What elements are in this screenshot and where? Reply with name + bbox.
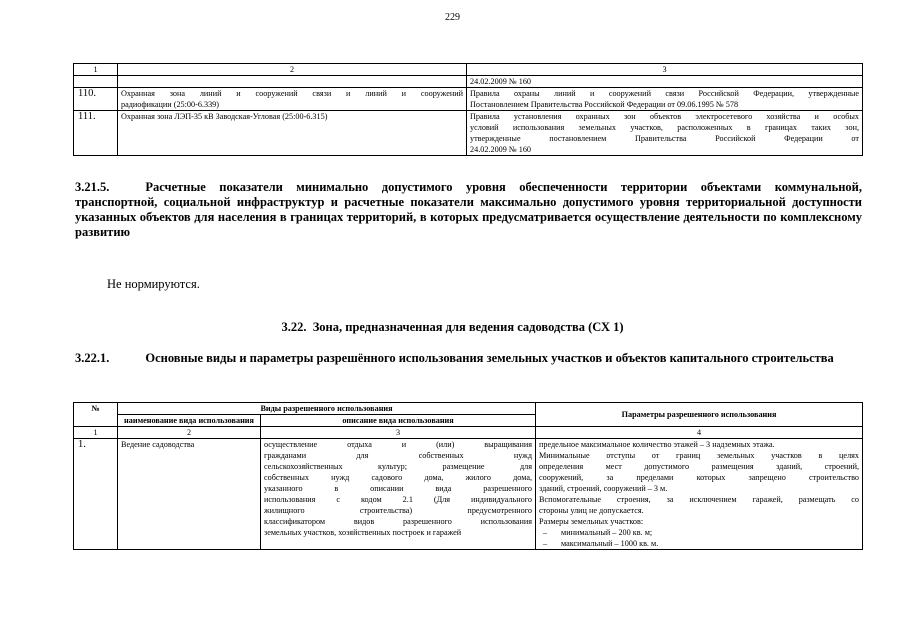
protection-zones-table	[73, 63, 863, 156]
zone-rules: Правила охраны линий и сооружений связи Российской Федерации, утвержденные Постановлением Правительства Российской Федерации от 09.06.1995 № 578	[467, 88, 863, 111]
section-heading-3-21-5: 3.21.5. Расчетные показатели минимально допустимого уровня обеспеченности территории объектами коммунальной, транспортной, социальной инфраструктур и расчетные показатели максимально допустимого уровня территориальной доступности указанных объектов для населения в границах территорий, в которых предусматривается осуществление деятельности по комплексному развитию	[75, 180, 862, 239]
col-number-header: №	[74, 403, 118, 427]
section-body-text: Не нормируются.	[107, 277, 200, 291]
page-number: 229	[445, 12, 460, 23]
index-cell: 4	[536, 427, 863, 439]
zone-rules: Правила установления охранных зон объектов электросетевого хозяйства и особых условий использования земельных участков, расположенных в границах таких зон, утвержденные постановлением Правительства Российской Федерации от 24.02.2009 № 160	[467, 111, 863, 156]
table-header-row	[74, 403, 863, 415]
index-cell: 2	[118, 427, 261, 439]
table-index-row	[74, 427, 863, 439]
row-number: 110.	[74, 88, 118, 111]
col-name-header: наименование вида использования	[118, 415, 261, 427]
table-row	[74, 439, 863, 550]
zone-name: Охранная зона ЛЭП-35 кВ Заводская-Угловая (25:00-6.315)	[118, 111, 467, 156]
list-item: – максимальный – 1000 кв. м.	[543, 539, 659, 548]
use-name: Ведение садоводства	[118, 439, 261, 550]
use-parameters: предельное максимальное количество этажей – 3 надземных этажа. Минимальные отступы от границ земельных участков в целях определения мест допустимого размещения зданий, строений, сооружений, за пределами которых запрещено строительство зданий, строений, сооружений – 3 м. Вспомогательные строения, за исключением гаражей, размещать со стороны улиц не допускается. Размеры земельных участков: – минимальный – 200 кв. м; – максимальный – 1000 кв. м.	[536, 439, 863, 550]
table-row	[74, 111, 863, 156]
permitted-use-table	[73, 402, 863, 550]
row-number: 1.	[74, 439, 118, 550]
index-cell: 1	[74, 64, 118, 76]
row-number: 111.	[74, 111, 118, 156]
col-group-header: Виды разрешенного использования	[118, 403, 536, 415]
section-heading-3-22: 3.22. Зона, предназначенная для ведения садоводства (СХ 1)	[281, 320, 624, 334]
index-cell: 1	[74, 427, 118, 439]
index-cell: 3	[467, 64, 863, 76]
continuation-text: 24.02.2009 № 160	[467, 76, 863, 88]
index-cell: 3	[261, 427, 536, 439]
table-row	[74, 88, 863, 111]
table-index-row	[74, 64, 863, 76]
index-cell: 2	[118, 64, 467, 76]
use-description: осуществление отдыха и (или) выращивания гражданами для собственных нужд сельскохозяйственных культур; размещение для собственных нужд садового дома, жилого дома, указанного в описании вида разрешенного использования с кодом 2.1 (Для индивидуального жилищного строительства) предусмотренного классификатором видов разрешенного использования земельных участков, хозяйственных построек и гаражей	[261, 439, 536, 550]
list-item: – минимальный – 200 кв. м;	[543, 528, 653, 537]
col-desc-header: описание вида использования	[261, 415, 536, 427]
zone-name: Охранная зона линий и сооружений связи и линий и сооружений радиофикации (25:00-6.339)	[118, 88, 467, 111]
col-params-header: Параметры разрешенного использования	[536, 403, 863, 427]
section-heading-3-22-1: 3.22.1. Основные виды и параметры разрешённого использования земельных участков и объектов капитального строительства	[75, 351, 834, 365]
table-row	[74, 76, 863, 88]
